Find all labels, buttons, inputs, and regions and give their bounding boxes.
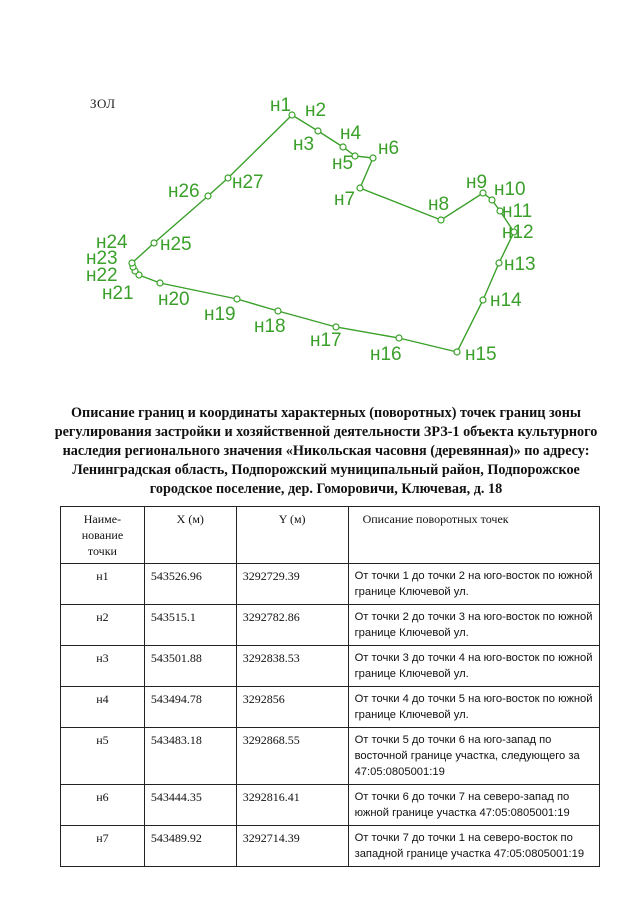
point-label: н23 (86, 248, 118, 269)
vertex-marker (275, 308, 281, 314)
cell-description: От точки 2 до точки 3 на юго-восток по южной границе Ключевой ул. (348, 605, 599, 646)
point-label: н10 (494, 179, 526, 200)
header-x: X (м) (144, 507, 236, 564)
point-label: н25 (160, 234, 192, 255)
point-label: н17 (310, 330, 342, 351)
vertex-marker (370, 155, 376, 161)
cell-point-name: н7 (61, 826, 145, 867)
cell-y: 3292782.86 (236, 605, 348, 646)
vertex-marker (454, 349, 460, 355)
point-label: н5 (332, 153, 354, 174)
point-label: н26 (168, 181, 200, 202)
cell-x: 543501.88 (144, 646, 236, 687)
cell-point-name: н5 (61, 728, 145, 785)
point-label: н4 (340, 123, 362, 144)
point-label: н8 (428, 194, 450, 215)
cell-x: 543494.78 (144, 687, 236, 728)
point-label: н6 (378, 138, 400, 159)
cell-point-name: н2 (61, 605, 145, 646)
vertex-marker (205, 193, 211, 199)
point-label: н15 (465, 344, 497, 365)
table-row (61, 605, 600, 646)
table-row (61, 687, 600, 728)
header-point-name: Наиме-нование точки (61, 507, 145, 564)
point-label: н20 (158, 289, 190, 310)
header-description: Описание поворотных точек (348, 507, 599, 564)
cell-description: От точки 7 до точки 1 на северо-восток по западной границе участка 47:05:0805001:19 (348, 826, 599, 867)
point-label: н12 (502, 222, 534, 243)
vertex-marker (157, 280, 163, 286)
point-label: н18 (254, 316, 286, 337)
table-row (61, 728, 600, 785)
cell-x: 543515.1 (144, 605, 236, 646)
point-label: н1 (270, 95, 292, 116)
cell-x: 543489.92 (144, 826, 236, 867)
cell-y: 3292714.39 (236, 826, 348, 867)
point-label: н21 (102, 283, 134, 304)
cell-description: От точки 5 до точки 6 на юго-запад по восточной границе участка, следующего за 47:05:0805001:19 (348, 728, 599, 785)
cell-y: 3292729.39 (236, 564, 348, 605)
cell-y: 3292868.55 (236, 728, 348, 785)
zone-label: ЗОЛ (90, 96, 116, 111)
point-label: н9 (466, 172, 488, 193)
point-label: н24 (96, 232, 128, 253)
point-label: н3 (293, 134, 315, 155)
vertex-marker (151, 240, 157, 246)
cell-description: От точки 3 до точки 4 на юго-восток по южной границе Ключевой ул. (348, 646, 599, 687)
point-label: н22 (86, 265, 118, 286)
vertex-marker (129, 260, 135, 266)
cell-x: 543483.18 (144, 728, 236, 785)
cell-point-name: н1 (61, 564, 145, 605)
vertex-marker (234, 296, 240, 302)
cell-description: От точки 6 до точки 7 на северо-запад по южной границе участка 47:05:0805001:19 (348, 785, 599, 826)
document-title: Описание границ и координаты характерных (поворотных) точек границ зоны регулирования застройки и хозяйственной деятельности ЗРЗ-1 объекта культурного наследия регионального значения «Никольская часовня (деревянная)» по адресу: Ленинградская область, Подпорожский муниципальный район, Подпорожское городское поселение, дер. Гоморовичи, Ключевая, д. 18 (54, 405, 598, 497)
vertex-marker (315, 128, 321, 134)
vertex-marker (357, 185, 363, 191)
header-y: Y (м) (236, 507, 348, 564)
vertex-marker (496, 260, 502, 266)
cell-x: 543444.35 (144, 785, 236, 826)
cell-point-name: н4 (61, 687, 145, 728)
point-label: н27 (232, 172, 264, 193)
cell-point-name: н3 (61, 646, 145, 687)
table-header-row (61, 507, 600, 564)
table-row (61, 785, 600, 826)
vertex-marker (396, 335, 402, 341)
point-label: н11 (502, 201, 533, 222)
coordinates-table (60, 506, 600, 867)
vertex-marker (438, 217, 444, 223)
cell-x: 543526.96 (144, 564, 236, 605)
cell-point-name: н6 (61, 785, 145, 826)
cell-description: От точки 4 до точки 5 на юго-восток по южной границе Ключевой ул. (348, 687, 599, 728)
point-label: н16 (370, 344, 402, 365)
point-label: н19 (204, 304, 236, 325)
vertex-marker (340, 144, 346, 150)
table-row (61, 564, 600, 605)
cell-y: 3292856 (236, 687, 348, 728)
point-label: н7 (334, 189, 356, 210)
point-label: н2 (305, 100, 327, 121)
vertex-marker (225, 175, 231, 181)
table-row (61, 646, 600, 687)
cell-y: 3292816.41 (236, 785, 348, 826)
cell-y: 3292838.53 (236, 646, 348, 687)
cell-description: От точки 1 до точки 2 на юго-восток по южной границе Ключевой ул. (348, 564, 599, 605)
point-label: н14 (490, 290, 522, 311)
point-label: н13 (504, 254, 536, 275)
vertex-marker (480, 297, 486, 303)
table-row (61, 826, 600, 867)
boundary-plan-svg (0, 0, 640, 400)
